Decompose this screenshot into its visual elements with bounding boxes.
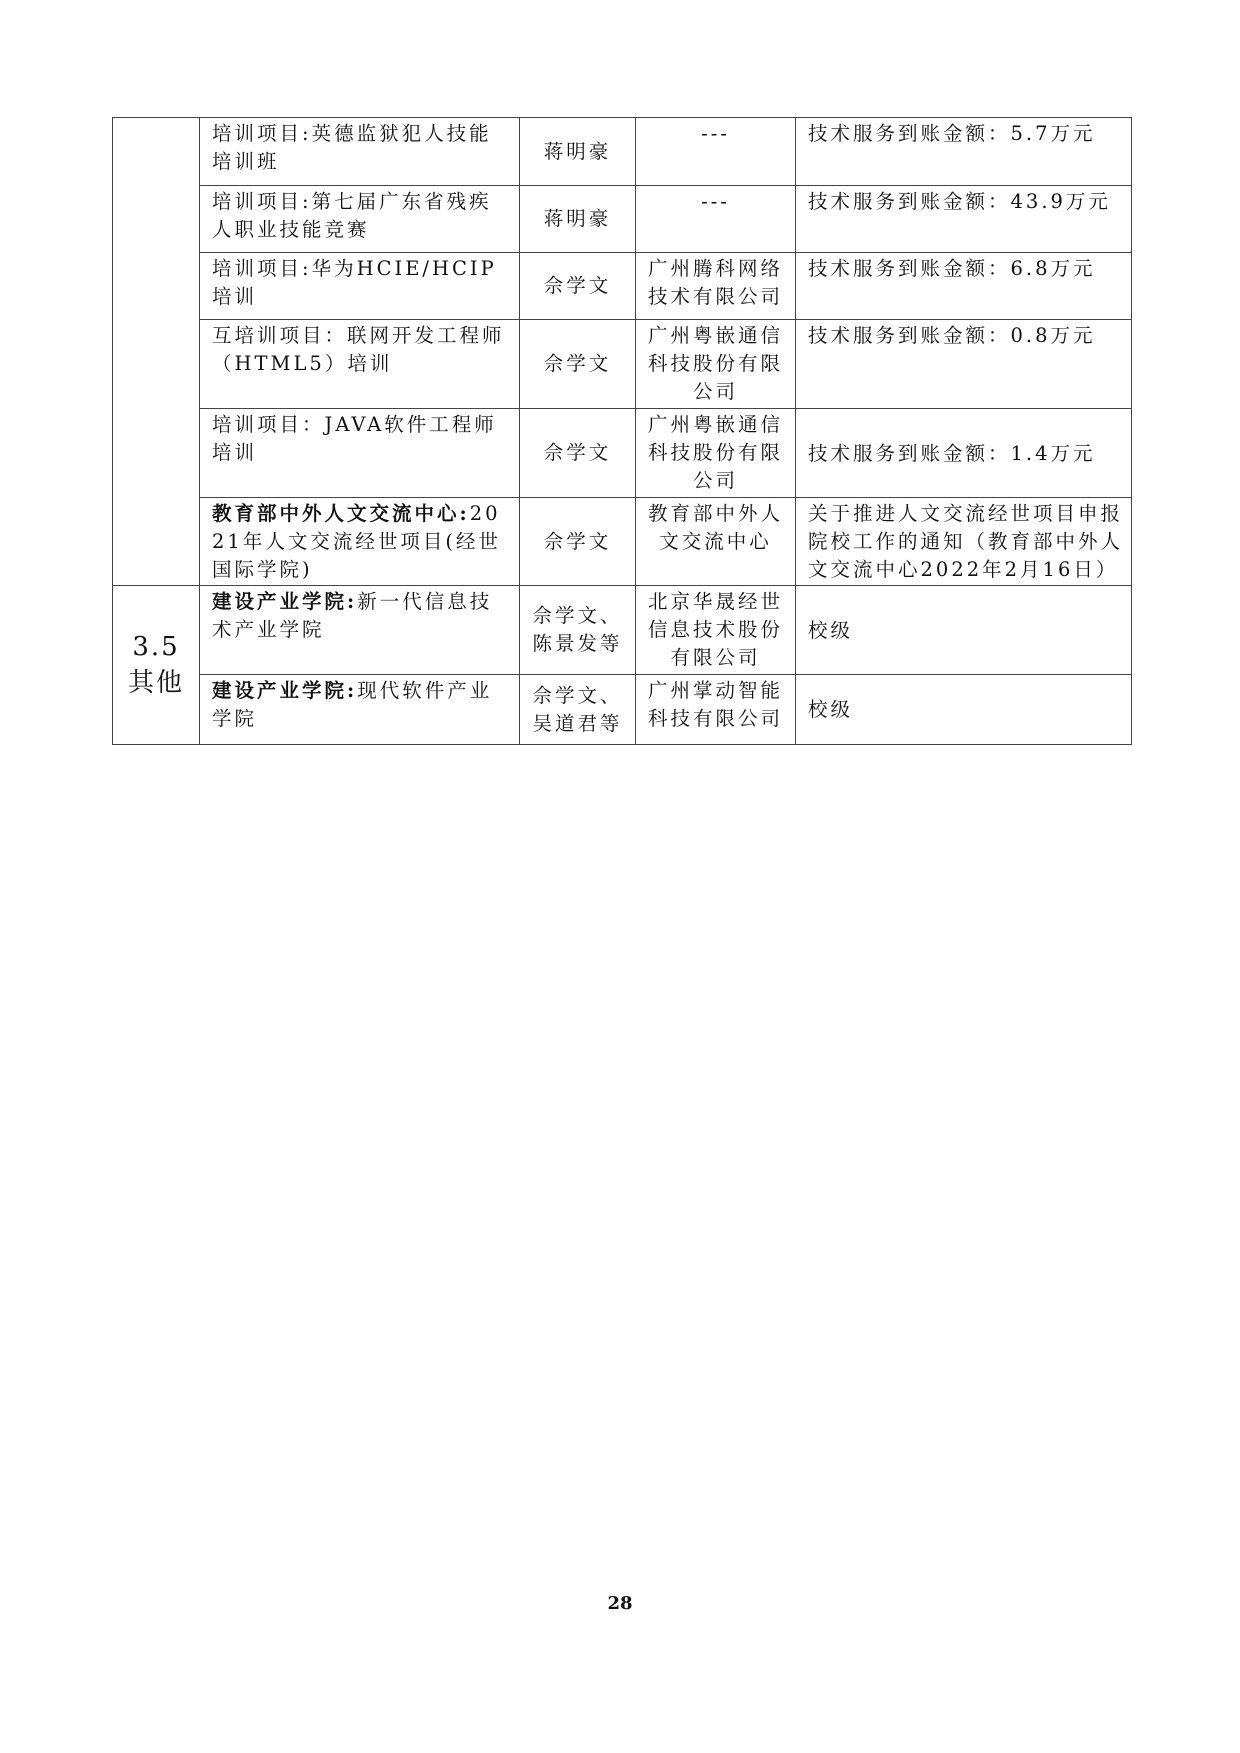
partner-text: 广州掌动智能科技有限公司	[647, 679, 783, 730]
section-label: 其他	[127, 668, 184, 698]
partner-cell	[636, 409, 796, 498]
person-text: 蒋明豪	[543, 139, 612, 163]
result-cell	[796, 409, 1132, 498]
project-cell	[200, 186, 520, 253]
partner-text: 北京华晟经世信息技术股份有限公司	[647, 590, 783, 669]
project-cell	[200, 586, 520, 675]
partner-text: ---	[701, 122, 730, 145]
partner-cell	[636, 186, 796, 253]
partner-cell	[636, 118, 796, 186]
person-text: 佘学文	[543, 529, 612, 553]
table-row	[113, 409, 1132, 498]
table-row	[113, 675, 1132, 745]
project-cell	[200, 320, 520, 409]
project-text: 互培训项目：联网开发工程师（HTML5）培训	[212, 324, 505, 375]
project-text: 培训项目:第七届广东省残疾人职业技能竞赛	[212, 190, 492, 241]
result-cell	[796, 320, 1132, 409]
project-cell	[200, 118, 520, 186]
table-row	[113, 586, 1132, 675]
partner-text: 广州粤嵌通信科技股份有限公司	[647, 324, 783, 403]
section-cell	[113, 586, 200, 745]
person-cell	[520, 186, 636, 253]
result-cell	[796, 118, 1132, 186]
partner-text: 广州粤嵌通信科技股份有限公司	[647, 413, 783, 492]
partner-cell	[636, 586, 796, 675]
project-text: 培训项目：JAVA软件工程师培训	[212, 413, 497, 464]
project-text: 新一代信息技术产业学院	[212, 590, 493, 641]
result-text: 关于推进人文交流经世项目申报院校工作的通知（教育部中外人文交流中心2022年2月16日）	[808, 502, 1124, 581]
result-cell	[796, 253, 1132, 320]
partner-cell	[636, 675, 796, 745]
table-row	[113, 118, 1132, 186]
person-cell	[520, 675, 636, 745]
project-cell	[200, 409, 520, 498]
table-row	[113, 253, 1132, 320]
result-text: 技术服务到账金额：1.4万元	[808, 441, 1096, 465]
project-org-bold: 教育部中外人文交流中心:	[212, 502, 470, 525]
result-text: 技术服务到账金额：6.8万元	[808, 257, 1096, 280]
partner-text: 广州腾科网络技术有限公司	[647, 257, 783, 308]
section-number: 3.5	[132, 632, 180, 662]
page-number: 28	[607, 1593, 633, 1614]
project-text: 培训项目:英德监狱犯人技能培训班	[212, 122, 492, 173]
table-row	[113, 186, 1132, 253]
partner-cell	[636, 320, 796, 409]
result-text: 技术服务到账金额：43.9万元	[808, 190, 1111, 213]
project-text: 培训项目:华为HCIE/HCIP培训	[212, 257, 497, 308]
project-cell	[200, 253, 520, 320]
result-text: 技术服务到账金额：5.7万元	[808, 122, 1096, 145]
partner-text: ---	[701, 190, 730, 213]
result-cell	[796, 498, 1132, 586]
table-row	[113, 498, 1132, 586]
project-text: 现代软件产业学院	[212, 679, 493, 730]
result-text: 技术服务到账金额：0.8万元	[808, 324, 1096, 347]
result-cell	[796, 186, 1132, 253]
project-org-bold: 建设产业学院:	[212, 590, 358, 613]
person-text: 蒋明豪	[543, 207, 612, 230]
person-cell	[520, 118, 636, 186]
result-text: 校级	[808, 618, 854, 642]
person-cell	[520, 320, 636, 409]
project-cell	[200, 498, 520, 586]
person-text: 佘学文、吴道君等	[532, 683, 623, 735]
person-text: 佘学文	[543, 441, 612, 464]
project-cell	[200, 675, 520, 745]
partner-cell	[636, 253, 796, 320]
person-cell	[520, 253, 636, 320]
table-row	[113, 320, 1132, 409]
person-text: 佘学文	[543, 352, 612, 375]
result-cell	[796, 586, 1132, 675]
person-cell	[520, 409, 636, 498]
person-text: 佘学文	[543, 274, 612, 297]
section-cell-blank	[113, 118, 200, 586]
person-cell	[520, 498, 636, 586]
partner-text: 教育部中外人文交流中心	[647, 502, 783, 553]
person-text: 佘学文、陈景发等	[532, 604, 623, 655]
achievements-table	[112, 117, 1132, 745]
result-cell	[796, 675, 1132, 745]
project-org-bold: 建设产业学院:	[212, 679, 358, 702]
partner-cell	[636, 498, 796, 586]
person-cell	[520, 586, 636, 675]
project-text: 2021年人文交流经世项目(经世国际学院)	[212, 502, 501, 581]
result-text: 校级	[808, 698, 854, 721]
